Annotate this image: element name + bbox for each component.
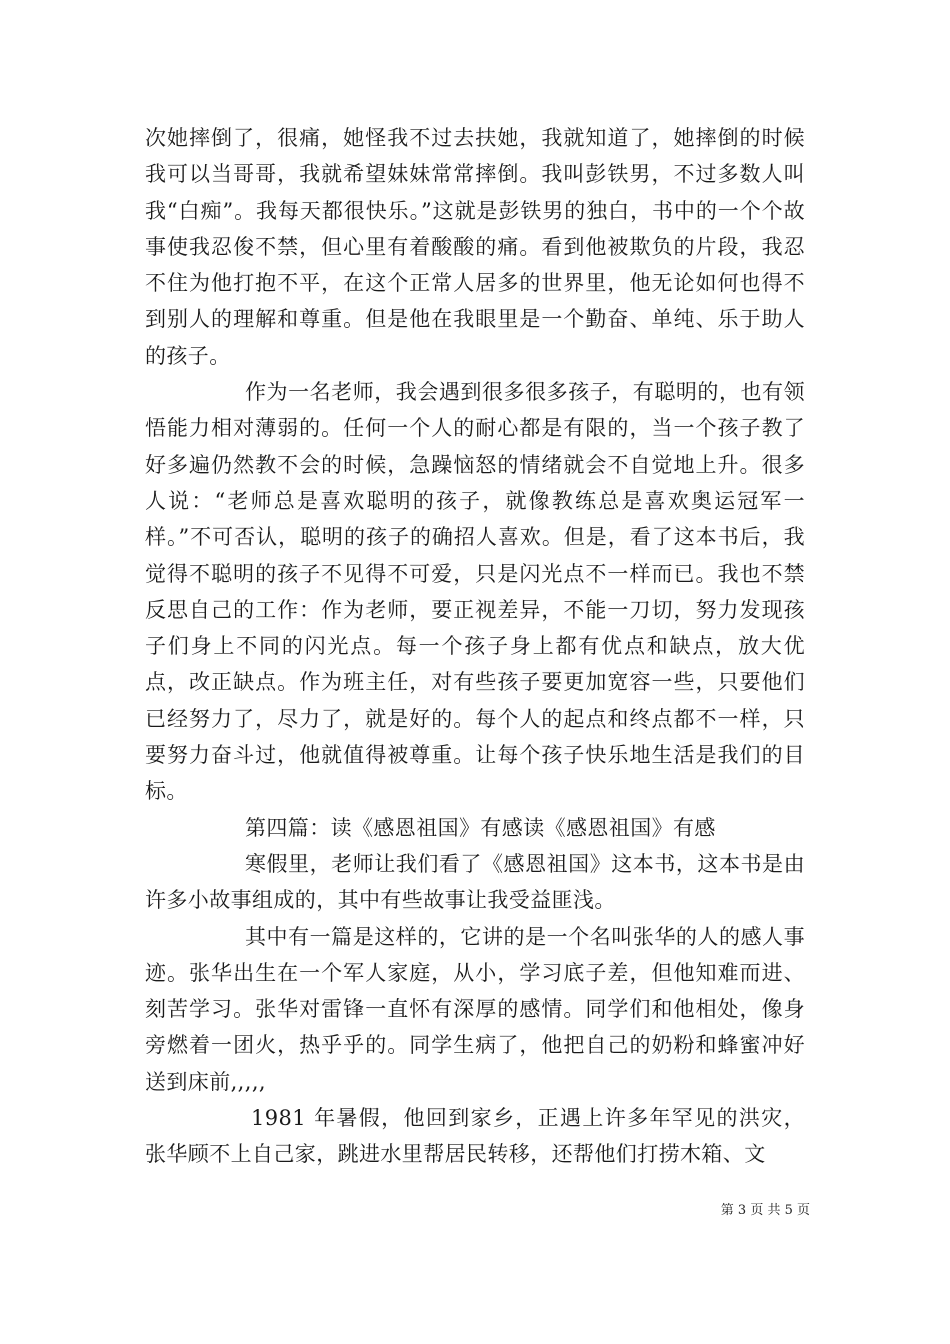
- document-body: [145, 120, 805, 1173]
- paragraph-1981-flood: 1981 年暑假，他回到家乡，正遇上许多年罕见的洪灾，张华顾不上自己家，跳进水里帮居民转移，还帮他们打捞木箱、文: [145, 1106, 805, 1167]
- paragraph-zhang-hua-story: 其中有一篇是这样的，它讲的是一个名叫张华的人的感人事迹。张华出生在一个军人家庭，从小，学习底子差，但他知难而进、刻苦学习。张华对雷锋一直怀有深厚的感情。同学们和他相处，像身旁燃着一团火，热乎乎的。同学生病了，他把自己的奶粉和蜂蜜冲好送到床前,,,,,: [145, 924, 805, 1094]
- paragraph-teacher-reflection: 作为一名老师，我会遇到很多很多孩子，有聪明的，也有领悟能力相对薄弱的。任何一个人的耐心都是有限的，当一个孩子教了好多遍仍然教不会的时候，急躁恼怒的情绪就会不自觉地上升。很多人说：“老师总是喜欢聪明的孩子，就像教练总是喜欢奥运冠军一样。”不可否认，聪明的孩子的确招人喜欢。但是，看了这本书后，我觉得不聪明的孩子不见得不可爱，只是闪光点不一样而已。我也不禁反思自己的工作：作为老师，要正视差异，不能一刀切，努力发现孩子们身上不同的闪光点。每一个孩子身上都有优点和缺点，放大优点，改正缺点。作为班主任，对有些孩子要更加宽容一些，只要他们已经努力了，尽力了，就是好的。每个人的起点和终点都不一样，只要努力奋斗过，他就值得被尊重。让每个孩子快乐地生活是我们的目标。: [145, 380, 805, 804]
- paragraph-winter-break: 寒假里，老师让我们看了《感恩祖国》这本书，这本书是由许多小故事组成的，其中有些故事让我受益匪浅。: [145, 851, 805, 913]
- section-heading: 第四篇：读《感恩祖国》有感读《感恩祖国》有感: [245, 815, 716, 840]
- page-number-footer: 第 3 页 共 5 页: [720, 1203, 810, 1218]
- paragraph-continuation: 次她摔倒了，很痛，她怪我不过去扶她，我就知道了，她摔倒的时候我可以当哥哥，我就希望妹妹常常摔倒。我叫彭铁男，不过多数人叫我“白痴”。我每天都很快乐。”这就是彭铁男的独白，书中的一个个故事使我忍俊不禁，但心里有着酸酸的痛。看到他被欺负的片段，我忍不住为他打抱不平，在这个正常人居多的世界里，他无论如何也得不到别人的理解和尊重。但是他在我眼里是一个勤奋、单纯、乐于助人的孩子。: [145, 126, 805, 368]
